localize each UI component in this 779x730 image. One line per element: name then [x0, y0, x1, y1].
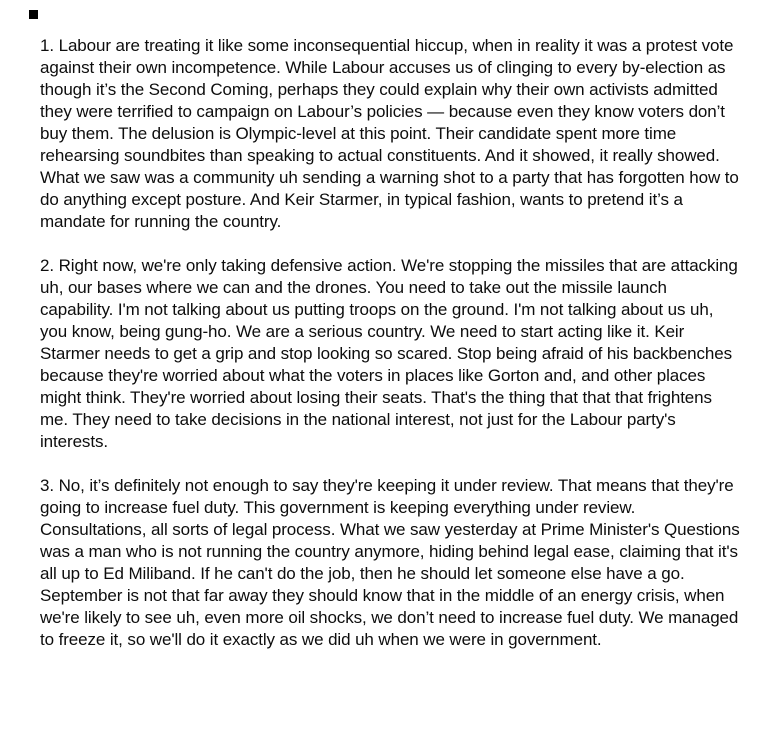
block-marker-icon [29, 10, 38, 19]
transcript-paragraph-3: 3. No, it’s definitely not enough to say they're keeping it under review. That means that they're going to increase fuel duty. This government is keeping everything under review. Consultations, all sorts of legal process. What we saw yesterday at Prime Minister's Questions was a man who is not running the country anymore, hiding behind legal ease, claiming that it's all up to Ed Miliband. If he can't do the job, then he should let someone else have a go. September is not that far away they should know that in the middle of an energy crisis, when we're likely to see uh, even more oil shocks, we don’t need to increase fuel duty. We managed to freeze it, so we'll do it exactly as we did uh when we were in government. [40, 476, 740, 649]
transcript-paragraph-2: 2. Right now, we're only taking defensive action. We're stopping the missiles that are attacking uh, our bases where we can and the drones. You need to take out the missile launch capability. I'm not talking about us putting troops on the ground. I'm not talking about us uh, you know, being gung-ho. We are a serious country. We need to start acting like it. Keir Starmer needs to get a grip and stop looking so scared. Stop being afraid of his backbenches because they're worried about what the voters in places like Gorton and, and other places might think. They're worried about losing their seats. That's the thing that that that frightens me. They need to take decisions in the national interest, not just for the Labour party's interests. [40, 256, 738, 451]
transcript-text [40, 35, 741, 651]
transcript-paragraph-1: 1. Labour are treating it like some inconsequential hiccup, when in reality it was a protest vote against their own incompetence. While Labour accuses us of clinging to every by-election as though it’s the Second Coming, perhaps they could explain why their own activists admitted they were terrified to campaign on Labour’s policies — because even they know voters don’t buy them. The delusion is Olympic-level at this point. Their candidate spent more time rehearsing soundbites than speaking to actual constituents. And it showed, it really showed. What we saw was a community uh sending a warning shot to a party that has forgotten how to do anything except posture. And Keir Starmer, in typical fashion, wants to pretend it’s a mandate for running the country. [40, 36, 739, 231]
